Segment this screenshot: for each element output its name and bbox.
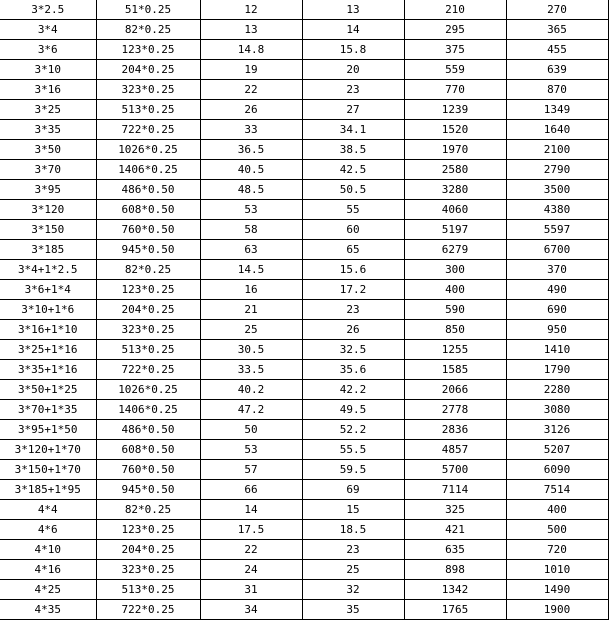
outer-diameter-max-cell: 23	[302, 540, 404, 560]
outer-diameter-max-cell: 34.1	[302, 120, 404, 140]
table-row	[0, 520, 608, 540]
outer-diameter-min-cell: 24	[200, 560, 302, 580]
weight-max-cell: 5597	[506, 220, 608, 240]
cable-spec-cell: 3*185+1*95	[0, 480, 96, 500]
conductor-strand-cell: 123*0.25	[96, 520, 200, 540]
conductor-strand-cell: 323*0.25	[96, 80, 200, 100]
cable-spec-cell: 3*70+1*35	[0, 400, 96, 420]
weight-max-cell: 7514	[506, 480, 608, 500]
table-row	[0, 60, 608, 80]
outer-diameter-min-cell: 22	[200, 540, 302, 560]
weight-max-cell: 490	[506, 280, 608, 300]
weight-max-cell: 5207	[506, 440, 608, 460]
weight-min-cell: 1520	[404, 120, 506, 140]
table-row	[0, 580, 608, 600]
weight-min-cell: 2580	[404, 160, 506, 180]
outer-diameter-max-cell: 27	[302, 100, 404, 120]
outer-diameter-min-cell: 66	[200, 480, 302, 500]
conductor-strand-cell: 513*0.25	[96, 580, 200, 600]
conductor-strand-cell: 1406*0.25	[96, 400, 200, 420]
weight-min-cell: 375	[404, 40, 506, 60]
cable-spec-cell: 3*16+1*10	[0, 320, 96, 340]
conductor-strand-cell: 722*0.25	[96, 600, 200, 620]
weight-max-cell: 690	[506, 300, 608, 320]
cable-spec-cell: 3*120	[0, 200, 96, 220]
outer-diameter-min-cell: 47.2	[200, 400, 302, 420]
outer-diameter-max-cell: 14	[302, 20, 404, 40]
weight-min-cell: 850	[404, 320, 506, 340]
weight-max-cell: 1790	[506, 360, 608, 380]
cable-spec-cell: 3*4	[0, 20, 96, 40]
weight-max-cell: 950	[506, 320, 608, 340]
cable-spec-cell: 3*35	[0, 120, 96, 140]
outer-diameter-min-cell: 40.2	[200, 380, 302, 400]
outer-diameter-min-cell: 33.5	[200, 360, 302, 380]
cable-spec-cell: 3*150	[0, 220, 96, 240]
weight-max-cell: 2280	[506, 380, 608, 400]
outer-diameter-max-cell: 18.5	[302, 520, 404, 540]
weight-min-cell: 635	[404, 540, 506, 560]
cable-spec-cell: 3*70	[0, 160, 96, 180]
outer-diameter-min-cell: 53	[200, 440, 302, 460]
cable-spec-cell: 3*6	[0, 40, 96, 60]
outer-diameter-min-cell: 16	[200, 280, 302, 300]
cable-spec-cell: 3*10	[0, 60, 96, 80]
outer-diameter-max-cell: 42.2	[302, 380, 404, 400]
cable-spec-cell: 3*25	[0, 100, 96, 120]
weight-max-cell: 455	[506, 40, 608, 60]
conductor-strand-cell: 760*0.50	[96, 220, 200, 240]
outer-diameter-min-cell: 63	[200, 240, 302, 260]
outer-diameter-max-cell: 25	[302, 560, 404, 580]
weight-max-cell: 1410	[506, 340, 608, 360]
weight-min-cell: 1342	[404, 580, 506, 600]
weight-max-cell: 720	[506, 540, 608, 560]
table-row	[0, 80, 608, 100]
weight-max-cell: 1490	[506, 580, 608, 600]
conductor-strand-cell: 513*0.25	[96, 100, 200, 120]
cable-spec-cell: 3*10+1*6	[0, 300, 96, 320]
conductor-strand-cell: 486*0.50	[96, 420, 200, 440]
cable-spec-cell: 3*50	[0, 140, 96, 160]
outer-diameter-min-cell: 22	[200, 80, 302, 100]
outer-diameter-max-cell: 23	[302, 300, 404, 320]
table-row	[0, 0, 608, 20]
conductor-strand-cell: 51*0.25	[96, 0, 200, 20]
outer-diameter-min-cell: 12	[200, 0, 302, 20]
weight-min-cell: 210	[404, 0, 506, 20]
table-row	[0, 300, 608, 320]
cable-spec-cell: 4*16	[0, 560, 96, 580]
conductor-strand-cell: 323*0.25	[96, 560, 200, 580]
weight-min-cell: 590	[404, 300, 506, 320]
conductor-strand-cell: 204*0.25	[96, 60, 200, 80]
outer-diameter-max-cell: 59.5	[302, 460, 404, 480]
weight-min-cell: 2066	[404, 380, 506, 400]
table-row	[0, 500, 608, 520]
weight-max-cell: 2100	[506, 140, 608, 160]
weight-min-cell: 770	[404, 80, 506, 100]
weight-max-cell: 370	[506, 260, 608, 280]
outer-diameter-min-cell: 31	[200, 580, 302, 600]
conductor-strand-cell: 722*0.25	[96, 120, 200, 140]
table-row	[0, 20, 608, 40]
cable-spec-cell: 3*4+1*2.5	[0, 260, 96, 280]
table-row	[0, 120, 608, 140]
weight-min-cell: 4857	[404, 440, 506, 460]
table-row	[0, 440, 608, 460]
weight-max-cell: 1010	[506, 560, 608, 580]
table-row	[0, 240, 608, 260]
table-row	[0, 200, 608, 220]
weight-max-cell: 500	[506, 520, 608, 540]
outer-diameter-min-cell: 21	[200, 300, 302, 320]
conductor-strand-cell: 760*0.50	[96, 460, 200, 480]
table-row	[0, 380, 608, 400]
conductor-strand-cell: 82*0.25	[96, 20, 200, 40]
weight-min-cell: 300	[404, 260, 506, 280]
weight-max-cell: 3500	[506, 180, 608, 200]
outer-diameter-max-cell: 60	[302, 220, 404, 240]
weight-max-cell: 1349	[506, 100, 608, 120]
weight-min-cell: 559	[404, 60, 506, 80]
weight-min-cell: 898	[404, 560, 506, 580]
weight-min-cell: 1239	[404, 100, 506, 120]
outer-diameter-max-cell: 15.8	[302, 40, 404, 60]
outer-diameter-max-cell: 69	[302, 480, 404, 500]
cable-spec-cell: 4*10	[0, 540, 96, 560]
cable-spec-cell: 3*16	[0, 80, 96, 100]
weight-min-cell: 325	[404, 500, 506, 520]
cable-spec-cell: 3*50+1*25	[0, 380, 96, 400]
weight-max-cell: 3126	[506, 420, 608, 440]
table-row	[0, 480, 608, 500]
table-row	[0, 280, 608, 300]
weight-min-cell: 2778	[404, 400, 506, 420]
weight-min-cell: 2836	[404, 420, 506, 440]
weight-min-cell: 400	[404, 280, 506, 300]
table-row	[0, 420, 608, 440]
conductor-strand-cell: 123*0.25	[96, 280, 200, 300]
weight-max-cell: 3080	[506, 400, 608, 420]
outer-diameter-max-cell: 50.5	[302, 180, 404, 200]
outer-diameter-max-cell: 49.5	[302, 400, 404, 420]
weight-min-cell: 5700	[404, 460, 506, 480]
outer-diameter-max-cell: 13	[302, 0, 404, 20]
table-row	[0, 460, 608, 480]
table-row	[0, 260, 608, 280]
outer-diameter-max-cell: 55.5	[302, 440, 404, 460]
outer-diameter-min-cell: 26	[200, 100, 302, 120]
cable-spec-cell: 3*150+1*70	[0, 460, 96, 480]
table-row	[0, 220, 608, 240]
outer-diameter-max-cell: 23	[302, 80, 404, 100]
conductor-strand-cell: 608*0.50	[96, 440, 200, 460]
weight-max-cell: 6700	[506, 240, 608, 260]
outer-diameter-min-cell: 25	[200, 320, 302, 340]
outer-diameter-min-cell: 57	[200, 460, 302, 480]
weight-min-cell: 4060	[404, 200, 506, 220]
weight-max-cell: 365	[506, 20, 608, 40]
conductor-strand-cell: 204*0.25	[96, 300, 200, 320]
outer-diameter-max-cell: 15.6	[302, 260, 404, 280]
outer-diameter-max-cell: 38.5	[302, 140, 404, 160]
table-row	[0, 360, 608, 380]
weight-max-cell: 6090	[506, 460, 608, 480]
weight-min-cell: 295	[404, 20, 506, 40]
table-row	[0, 560, 608, 580]
weight-min-cell: 5197	[404, 220, 506, 240]
outer-diameter-max-cell: 32.5	[302, 340, 404, 360]
weight-min-cell: 1765	[404, 600, 506, 620]
conductor-strand-cell: 722*0.25	[96, 360, 200, 380]
cable-spec-cell: 3*185	[0, 240, 96, 260]
table-row	[0, 600, 608, 620]
outer-diameter-min-cell: 14.5	[200, 260, 302, 280]
weight-max-cell: 270	[506, 0, 608, 20]
weight-max-cell: 639	[506, 60, 608, 80]
conductor-strand-cell: 608*0.50	[96, 200, 200, 220]
table-row	[0, 160, 608, 180]
outer-diameter-min-cell: 34	[200, 600, 302, 620]
weight-min-cell: 1585	[404, 360, 506, 380]
weight-max-cell: 2790	[506, 160, 608, 180]
outer-diameter-max-cell: 32	[302, 580, 404, 600]
conductor-strand-cell: 1026*0.25	[96, 380, 200, 400]
table-row	[0, 540, 608, 560]
conductor-strand-cell: 204*0.25	[96, 540, 200, 560]
outer-diameter-max-cell: 35.6	[302, 360, 404, 380]
weight-min-cell: 7114	[404, 480, 506, 500]
weight-max-cell: 400	[506, 500, 608, 520]
weight-max-cell: 1640	[506, 120, 608, 140]
outer-diameter-max-cell: 55	[302, 200, 404, 220]
table-row	[0, 340, 608, 360]
outer-diameter-min-cell: 53	[200, 200, 302, 220]
outer-diameter-max-cell: 52.2	[302, 420, 404, 440]
cable-spec-cell: 3*95	[0, 180, 96, 200]
table-row	[0, 140, 608, 160]
conductor-strand-cell: 513*0.25	[96, 340, 200, 360]
weight-max-cell: 870	[506, 80, 608, 100]
outer-diameter-min-cell: 14.8	[200, 40, 302, 60]
outer-diameter-min-cell: 19	[200, 60, 302, 80]
cable-spec-cell: 3*120+1*70	[0, 440, 96, 460]
outer-diameter-min-cell: 14	[200, 500, 302, 520]
table-row	[0, 100, 608, 120]
outer-diameter-max-cell: 17.2	[302, 280, 404, 300]
cable-spec-cell: 3*95+1*50	[0, 420, 96, 440]
cable-spec-cell: 3*2.5	[0, 0, 96, 20]
outer-diameter-min-cell: 40.5	[200, 160, 302, 180]
cable-spec-cell: 4*35	[0, 600, 96, 620]
outer-diameter-min-cell: 30.5	[200, 340, 302, 360]
cable-spec-cell: 4*6	[0, 520, 96, 540]
weight-min-cell: 3280	[404, 180, 506, 200]
conductor-strand-cell: 82*0.25	[96, 260, 200, 280]
cable-spec-cell: 3*25+1*16	[0, 340, 96, 360]
conductor-strand-cell: 82*0.25	[96, 500, 200, 520]
conductor-strand-cell: 945*0.50	[96, 480, 200, 500]
outer-diameter-min-cell: 17.5	[200, 520, 302, 540]
weight-min-cell: 6279	[404, 240, 506, 260]
outer-diameter-min-cell: 33	[200, 120, 302, 140]
outer-diameter-max-cell: 42.5	[302, 160, 404, 180]
conductor-strand-cell: 1026*0.25	[96, 140, 200, 160]
outer-diameter-min-cell: 58	[200, 220, 302, 240]
weight-max-cell: 4380	[506, 200, 608, 220]
cable-spec-cell: 4*25	[0, 580, 96, 600]
weight-min-cell: 1970	[404, 140, 506, 160]
table-row	[0, 180, 608, 200]
outer-diameter-min-cell: 36.5	[200, 140, 302, 160]
outer-diameter-min-cell: 13	[200, 20, 302, 40]
weight-min-cell: 421	[404, 520, 506, 540]
outer-diameter-max-cell: 20	[302, 60, 404, 80]
outer-diameter-min-cell: 50	[200, 420, 302, 440]
outer-diameter-max-cell: 35	[302, 600, 404, 620]
conductor-strand-cell: 1406*0.25	[96, 160, 200, 180]
conductor-strand-cell: 123*0.25	[96, 40, 200, 60]
outer-diameter-min-cell: 48.5	[200, 180, 302, 200]
weight-max-cell: 1900	[506, 600, 608, 620]
outer-diameter-max-cell: 15	[302, 500, 404, 520]
conductor-strand-cell: 323*0.25	[96, 320, 200, 340]
outer-diameter-max-cell: 26	[302, 320, 404, 340]
conductor-strand-cell: 945*0.50	[96, 240, 200, 260]
conductor-strand-cell: 486*0.50	[96, 180, 200, 200]
weight-min-cell: 1255	[404, 340, 506, 360]
table-row	[0, 40, 608, 60]
outer-diameter-max-cell: 65	[302, 240, 404, 260]
cable-spec-cell: 4*4	[0, 500, 96, 520]
table-row	[0, 400, 608, 420]
cable-spec-cell: 3*35+1*16	[0, 360, 96, 380]
cable-spec-cell: 3*6+1*4	[0, 280, 96, 300]
table-row	[0, 320, 608, 340]
